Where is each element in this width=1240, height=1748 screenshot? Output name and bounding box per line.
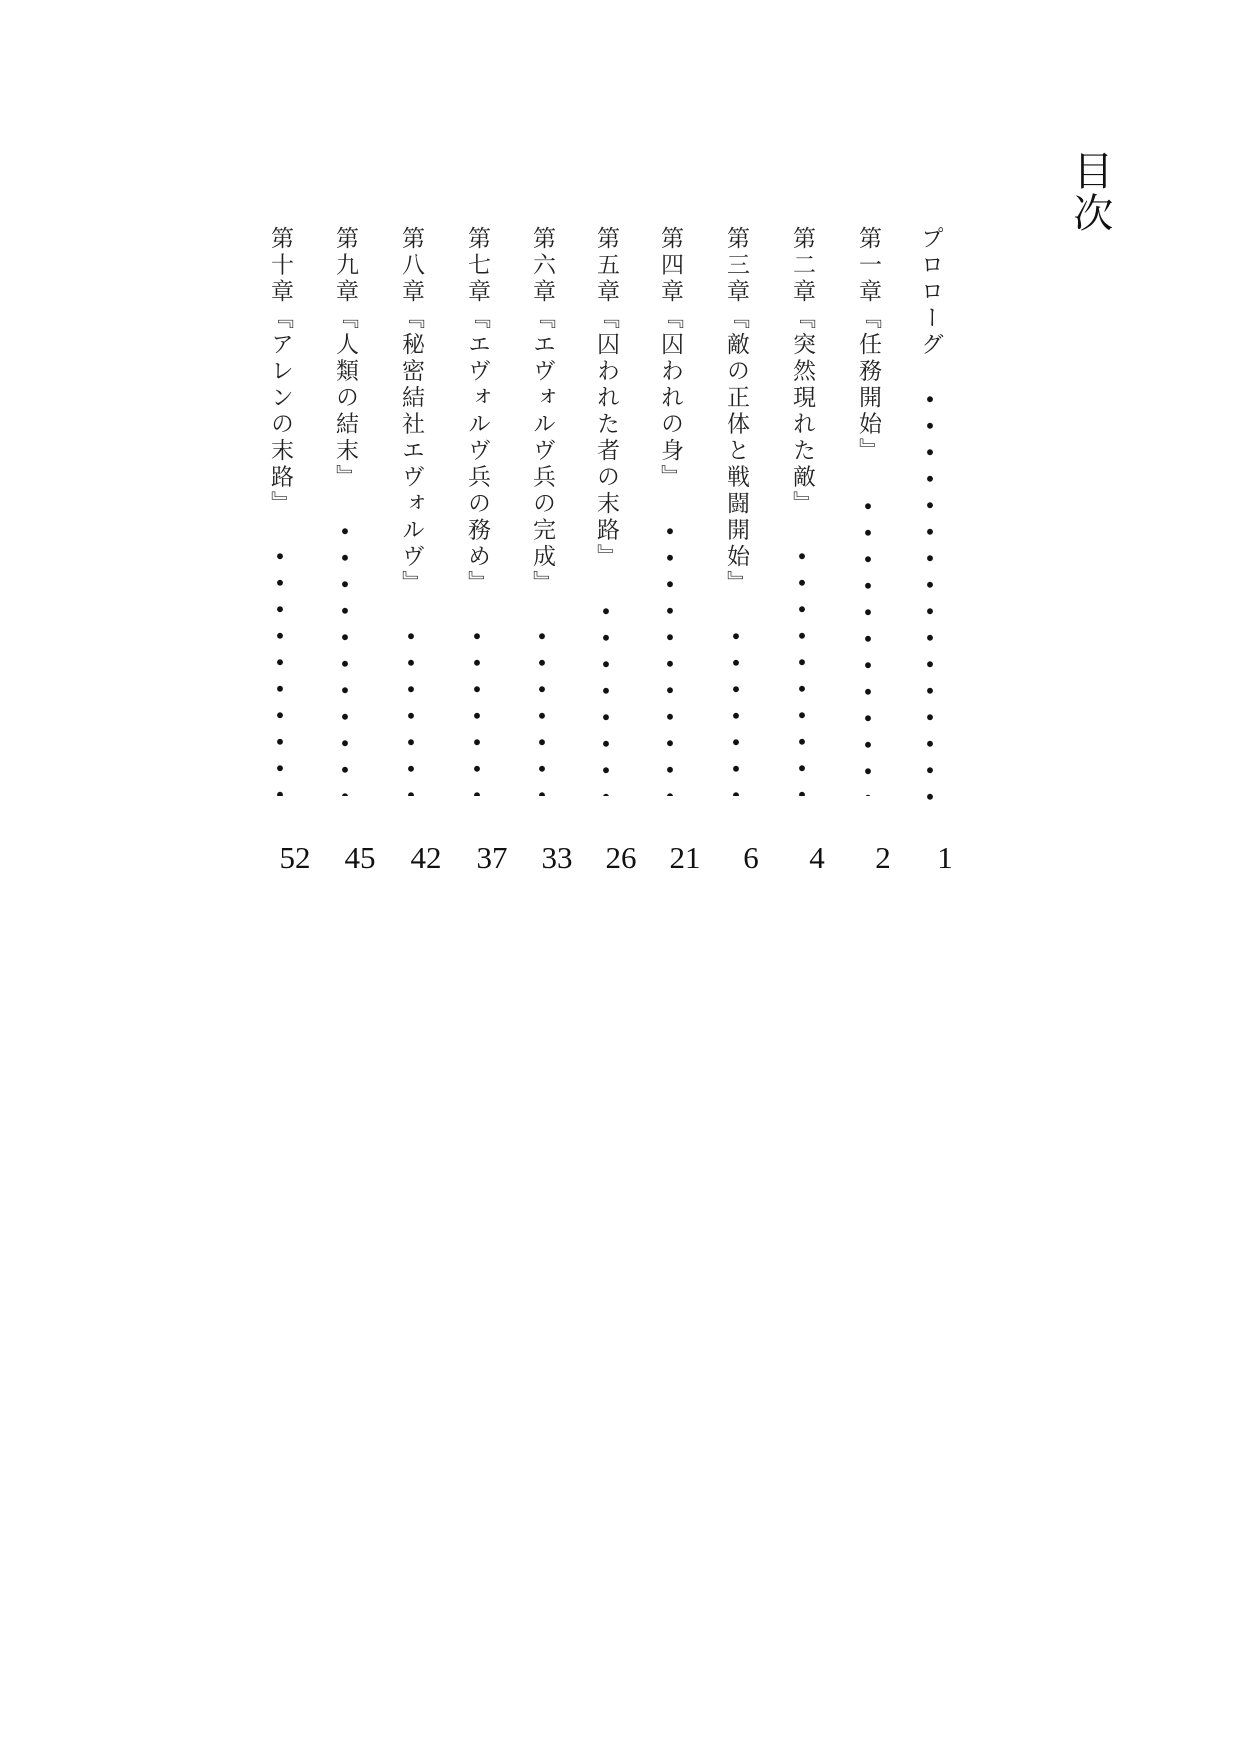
dot-leader: [539, 616, 545, 796]
toc-entry-chapter-7[interactable]: [462, 226, 492, 826]
dot-leader: [408, 616, 414, 796]
entry-label: 第五章『囚われた者の末路』: [593, 226, 619, 571]
toc-entry-chapter-3[interactable]: [721, 226, 751, 826]
page-number-prologue: 1: [937, 840, 953, 875]
page-number-chapter-1: 2: [875, 840, 891, 875]
dot-leader: [799, 536, 805, 796]
entry-label: 第八章『秘密結社エヴォルヴ』: [398, 226, 424, 597]
dot-leader: [342, 511, 348, 796]
entry-label: 第六章『エヴォルヴ兵の完成』: [529, 226, 555, 597]
page-number-chapter-9: 45: [344, 840, 376, 875]
toc-entry-prologue[interactable]: [915, 226, 945, 826]
page-number-chapter-7: 37: [476, 840, 508, 875]
entry-label: 第二章『突然現れた敵』: [789, 226, 815, 518]
entry-label: 第七章『エヴォルヴ兵の務め』: [464, 226, 490, 597]
dot-leader: [277, 536, 283, 796]
page-number-chapter-3: 6: [743, 840, 759, 875]
page-number-chapter-5: 26: [605, 840, 637, 875]
page-number-chapter-6: 33: [541, 840, 573, 875]
toc-entry-chapter-2[interactable]: [787, 226, 817, 826]
toc-title: 目次: [1066, 150, 1113, 234]
dot-leader: [733, 616, 739, 796]
toc-entry-chapter-5[interactable]: [591, 226, 621, 826]
page-number-chapter-2: 4: [809, 840, 825, 875]
entry-label: 第四章『囚われの身』: [657, 226, 683, 491]
dot-leader: [667, 511, 673, 796]
dot-leader: [927, 386, 933, 806]
dot-leader: [474, 616, 480, 796]
dot-leader: [603, 591, 609, 796]
toc-entry-chapter-8[interactable]: [396, 226, 426, 826]
dot-leader: [865, 486, 871, 796]
page-number-chapter-8: 42: [410, 840, 442, 875]
page-number-chapter-4: 21: [669, 840, 701, 875]
entry-label: 第三章『敵の正体と戦闘開始』: [723, 226, 749, 597]
toc-entry-chapter-10[interactable]: [265, 226, 295, 826]
toc-entry-chapter-6[interactable]: [527, 226, 557, 826]
entry-label: 第九章『人類の結末』: [332, 226, 358, 491]
entry-label: 第一章『任務開始』: [855, 226, 881, 465]
entry-label: プロローグ: [917, 226, 943, 359]
page-number-chapter-10: 52: [279, 840, 311, 875]
toc-entry-chapter-4[interactable]: [655, 226, 685, 826]
toc-entry-chapter-1[interactable]: [853, 226, 883, 826]
entry-label: 第十章『アレンの末路』: [267, 226, 293, 518]
toc-entry-chapter-9[interactable]: [330, 226, 360, 826]
